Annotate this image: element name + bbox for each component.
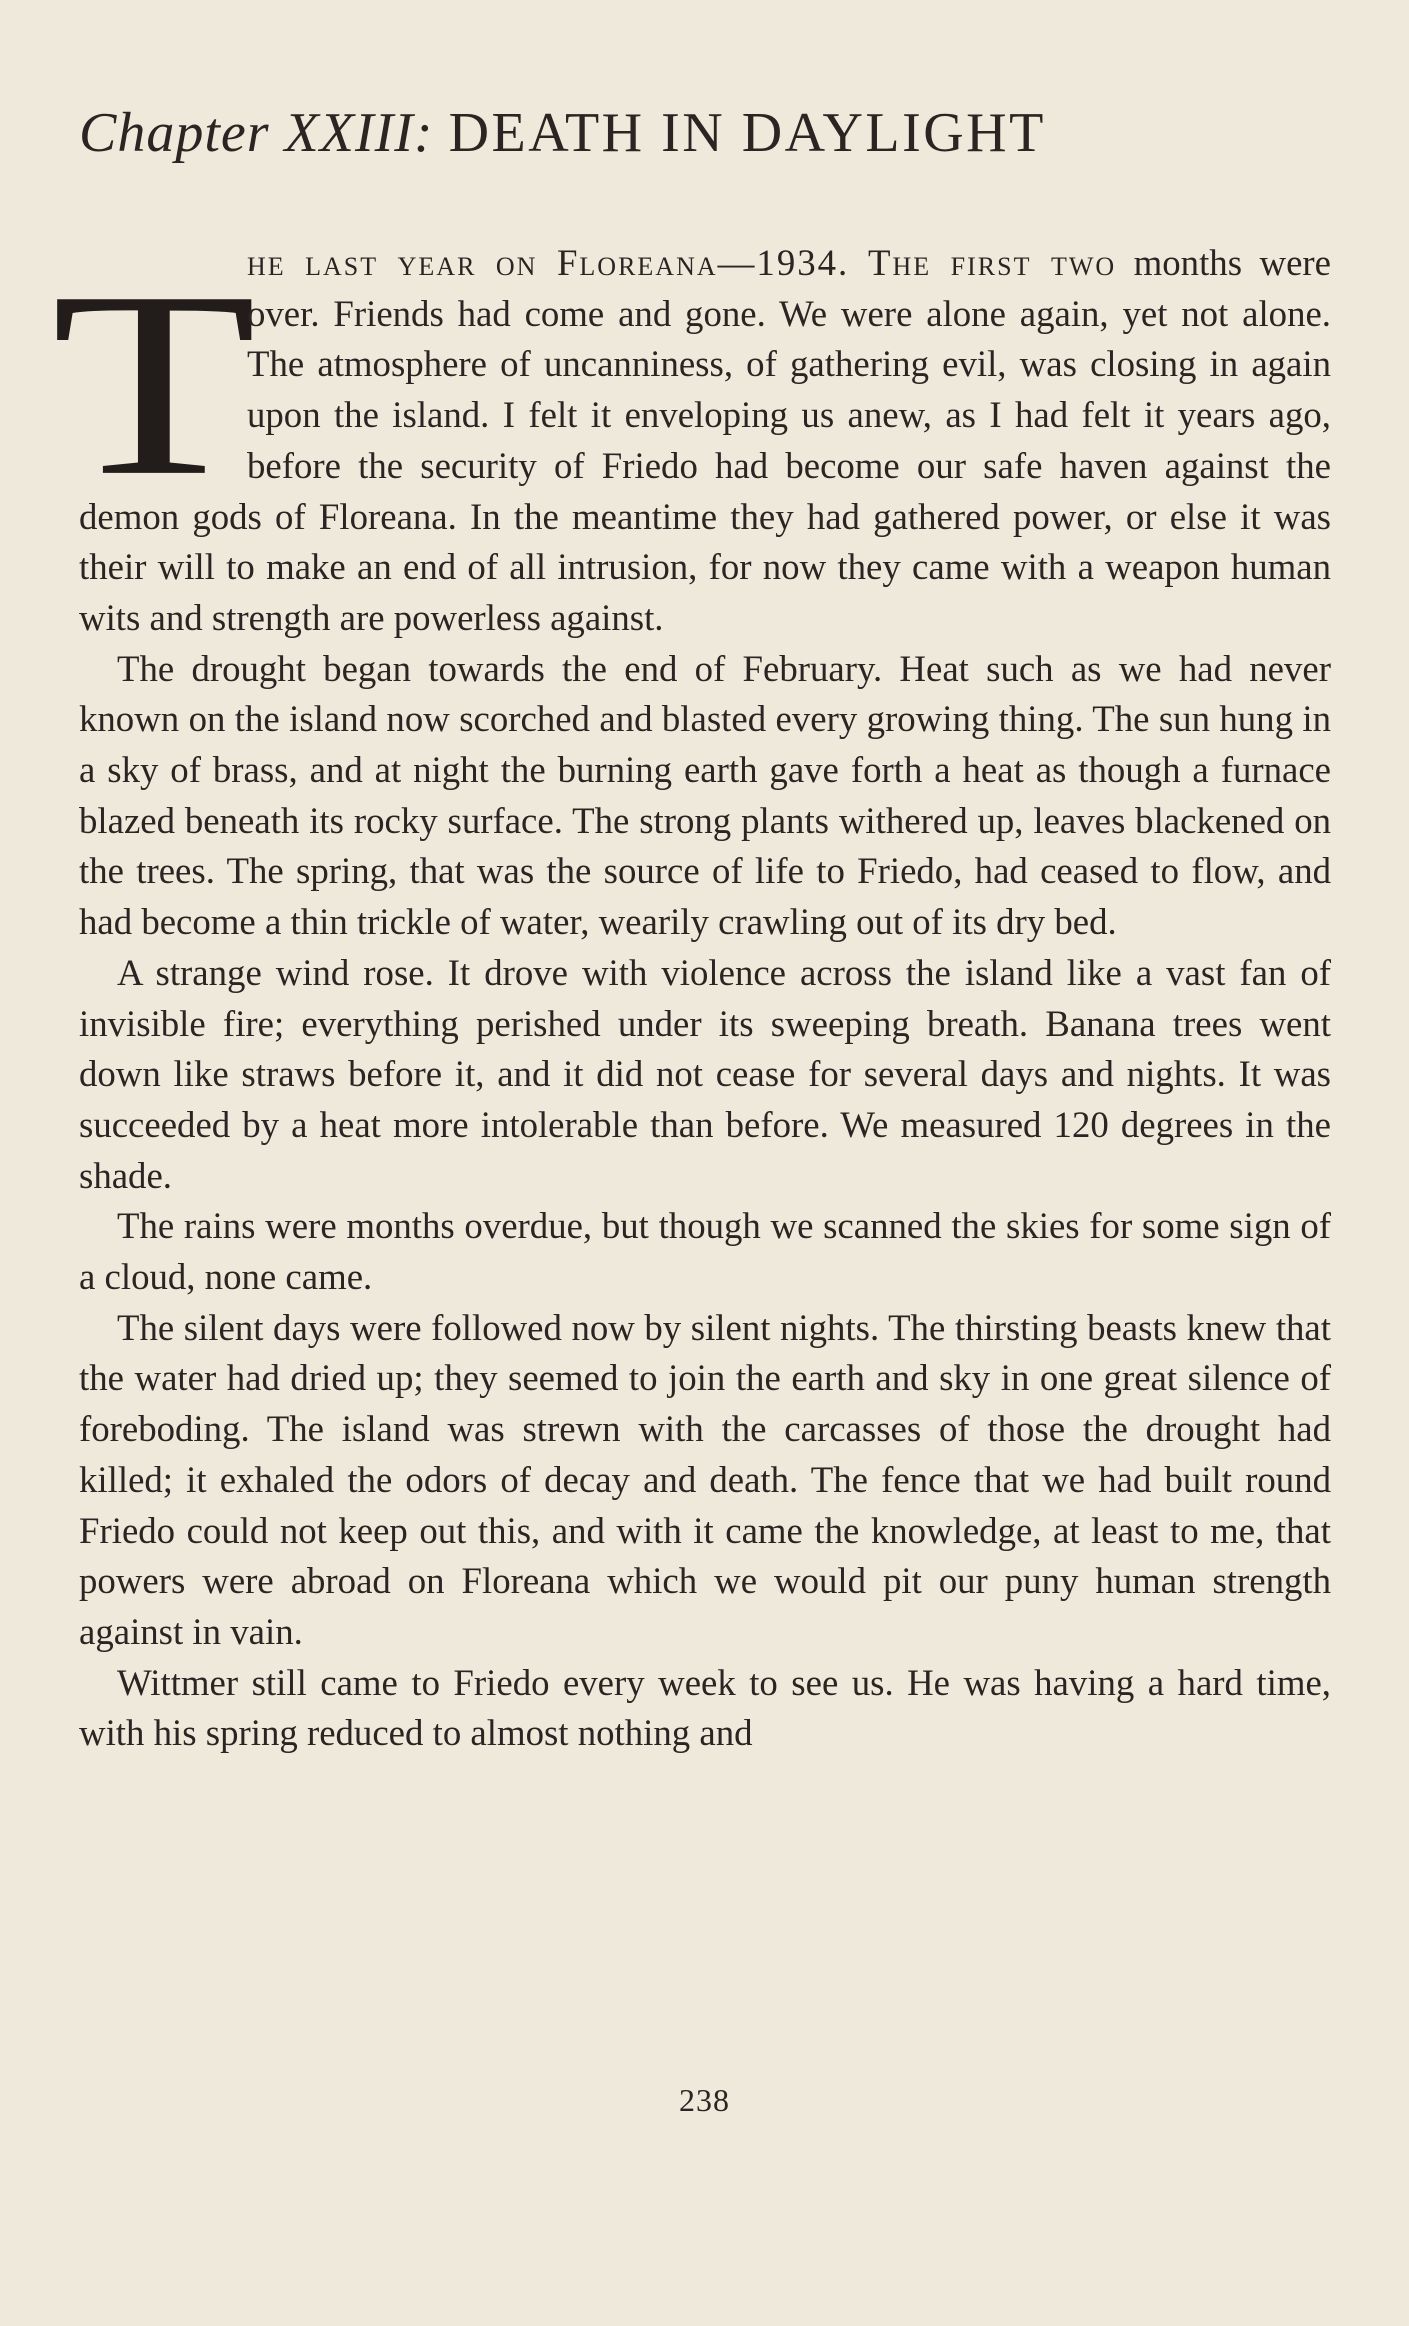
paragraph-opening [79, 238, 1331, 644]
paragraph-text: months were over. Friends had come and gone. We were alone again, yet not alone. The atmosphere of uncanniness, of gathering evil, was closing in again upon the island. I felt it enveloping us anew, as I had felt it years ago, before the security of Friedo had become our safe haven against the demon gods of Floreana. In the meantime they had gathered power, or else it was their will to make an end of all intrusion, for now they came with a weapon human wits and strength are powerless against. [79, 242, 1331, 638]
opening-smallcaps: he last year on Floreana—1934. The first two [247, 242, 1117, 283]
drop-cap-letter: T [51, 236, 257, 531]
paragraph: The rains were months overdue, but though we scanned the skies for some sign of a cloud, none came. [79, 1205, 1331, 1298]
page-content [51, 100, 1331, 1759]
chapter-heading [79, 100, 1331, 166]
drop-cap-glyph [51, 236, 257, 531]
chapter-name: DEATH IN DAYLIGHT [448, 102, 1046, 164]
paragraph: The silent days were followed now by silent nights. The thirsting beasts knew that the water had dried up; they seemed to join the earth and sky in one great silence of foreboding. The island was strewn with the carcasses of those the drought had killed; it exhaled the odors of decay and death. The fence that we had built round Friedo could not keep out this, and with it came the knowledge, at least to me, that powers were abroad on Floreana which we would pit our puny human strength against in vain. [79, 1306, 1331, 1652]
paragraph: Wittmer still came to Friedo every week to see us. He was having a hard time, with his spring reduced to almost nothing and [79, 1661, 1331, 1754]
drop-cap-initial [51, 236, 257, 531]
chapter-body [51, 236, 1331, 1759]
chapter-label: Chapter XXIII: [79, 102, 434, 164]
paragraph: A strange wind rose. It drove with violence across the island like a vast fan of invisible fire; everything perished under its sweeping breath. Banana trees went down like straws before it, and it did not cease for several days and nights. It was succeeded by a heat more intolerable than before. We measured 120 degrees in the shade. [79, 951, 1331, 1196]
paragraph: The drought began towards the end of February. Heat such as we had never known on the island now scorched and blasted every growing thing. The sun hung in a sky of brass, and at night the burning earth gave forth a heat as though a furnace blazed beneath its rocky surface. The strong plants withered up, leaves blackened on the trees. The spring, that was the source of life to Friedo, had ceased to flow, and had become a thin trickle of water, wearily crawling out of its dry bed. [79, 647, 1331, 943]
page-number: 238 [679, 2082, 730, 2118]
